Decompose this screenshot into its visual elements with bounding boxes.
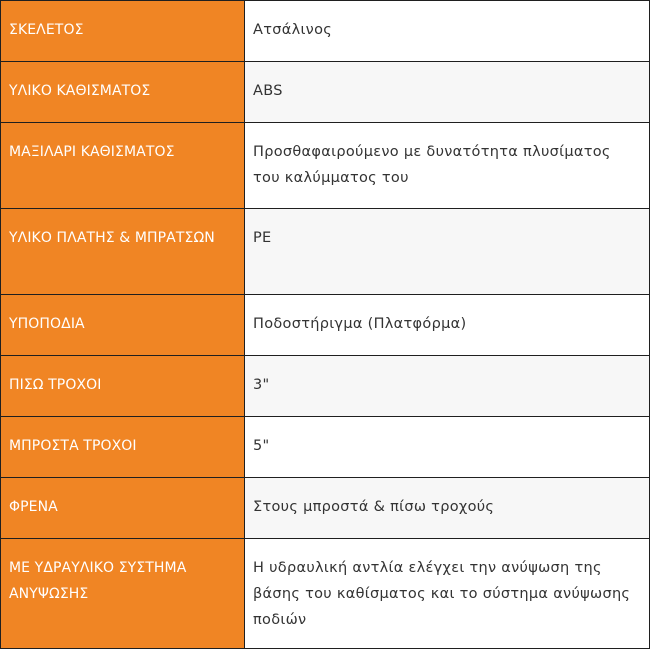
spec-row-back-arms-material — [1, 209, 650, 295]
spec-row-front-wheels — [1, 417, 650, 478]
spec-value: Προσθαφαιρούμενο με δυνατότητα πλυσίματος του καλύμματος του — [245, 123, 650, 209]
spec-row-seat-material — [1, 62, 650, 123]
spec-label: ΣΚΕΛΕΤΟΣ — [1, 1, 245, 62]
spec-label: ΥΛΙΚΟ ΚΑΘΙΣΜΑΤΟΣ — [1, 62, 245, 123]
spec-label: ΠΙΣΩ ΤΡΟΧΟΙ — [1, 356, 245, 417]
spec-label: ΥΠΟΠΟΔΙΑ — [1, 295, 245, 356]
spec-row-seat-cushion — [1, 123, 650, 209]
spec-value: ABS — [245, 62, 650, 123]
spec-row-hydraulic-lift — [1, 539, 650, 649]
spec-row-rear-wheels — [1, 356, 650, 417]
spec-value: Ποδοστήριγμα (Πλατφόρμα) — [245, 295, 650, 356]
spec-label: ΜΕ ΥΔΡΑΥΛΙΚΟ ΣΥΣΤΗΜΑ ΑΝΥΨΩΣΗΣ — [1, 539, 245, 649]
spec-value: Ατσάλινος — [245, 1, 650, 62]
spec-value: 3" — [245, 356, 650, 417]
spec-row-frame — [1, 1, 650, 62]
spec-label: ΜΠΡΟΣΤΑ ΤΡΟΧΟΙ — [1, 417, 245, 478]
spec-value: PE — [245, 209, 650, 295]
spec-label: ΦΡΕΝΑ — [1, 478, 245, 539]
spec-value: Η υδραυλική αντλία ελέγχει την ανύψωση της βάσης του καθίσματος και το σύστημα ανύψωσης ποδιών — [245, 539, 650, 649]
spec-value: 5" — [245, 417, 650, 478]
spec-label: ΥΛΙΚΟ ΠΛΑΤΗΣ & ΜΠΡΑΤΣΩΝ — [1, 209, 245, 295]
spec-label: ΜΑΞΙΛΑΡΙ ΚΑΘΙΣΜΑΤΟΣ — [1, 123, 245, 209]
spec-value: Στους μπροστά & πίσω τροχούς — [245, 478, 650, 539]
spec-row-footrest — [1, 295, 650, 356]
spec-row-brakes — [1, 478, 650, 539]
